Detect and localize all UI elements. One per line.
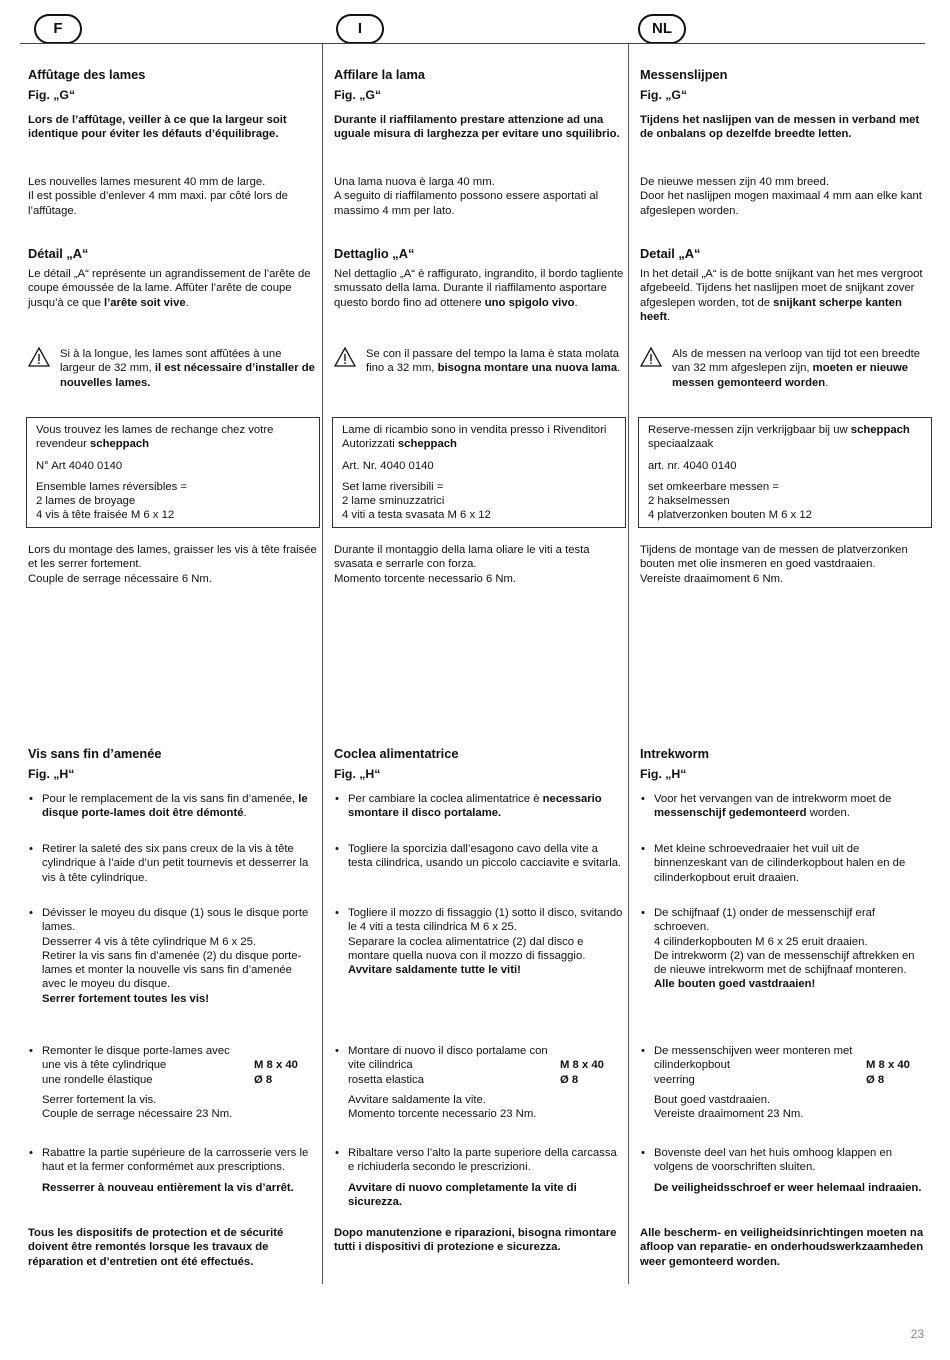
- list-item: • Voor het vervangen van de intrekworm moet de messenschijf gedemonteerd worden.: [640, 792, 930, 821]
- list-item: • Ribaltare verso l’alto la parte superiore della carcassa e richiuderla secondo le prescrizioni. Avvitare di nuovo completamente la vite di sicurezza.: [334, 1146, 624, 1209]
- column-italian: [334, 0, 624, 1360]
- figure-ref-h: Fig. „H“: [334, 767, 381, 781]
- section-title-h: Vis sans fin d’amenée: [28, 746, 162, 761]
- list-item: • Per cambiare la coclea alimentatrice è necessario smontare il disco portalame.: [334, 792, 624, 821]
- final-safety-note: Tous les dispositifs de protection et de sécurité doivent être remontés lorsque les travaux de réparation et d’entretien ont été effectués.: [28, 1227, 284, 1268]
- mounting-text: Durante il montaggio della lama oliare le viti a testa svasata e serrarle con forza. Momento torcente necessario 6 Nm.: [334, 544, 590, 585]
- intro-warning: Tijdens het naslijpen van de messen in verband met de onbalans op dezelfde breedte letten.: [640, 114, 920, 141]
- spare-parts-box: Lame di ricambio sono in vendita presso i Rivenditori Autorizzati scheppach Art. Nr. 4040 0140 Set lame riversibili = 2 lame sminuzzatrici 4 viti a testa svasata M 6 x 12: [332, 417, 626, 528]
- detail-text: In het detail „A“ is de botte snijkant van het mes vergroot afgebeeld. Tijdens het naslijpen moet de snijkant zover afgeslepen worden, tot de snijkant scherpe kanten heeft.: [640, 268, 923, 323]
- section-title: Messenslijpen: [640, 67, 728, 82]
- section-title: Affilare la lama: [334, 67, 426, 82]
- new-blades-text: Una lama nuova è larga 40 mm. A seguito di riaffilamento possono essere asportati al massimo 4 mm per lato.: [334, 176, 599, 217]
- language-badge-f: F: [34, 14, 82, 44]
- intro-warning: Lors de l’affûtage, veiller à ce que la largeur soit identique pour éviter les défauts d’équilibrage.: [28, 114, 287, 141]
- list-item: • Rabattre la partie supérieure de la carrosserie vers le haut et la fermer conformémet aux prescriptions. Resserrer à nouveau entièrement la vis d’arrêt.: [28, 1146, 318, 1195]
- list-item: • Pour le remplacement de la vis sans fin d’amenée, le disque porte-lames doit être démonté.: [28, 792, 318, 821]
- language-badge-i: I: [336, 14, 384, 44]
- language-badge-nl: NL: [638, 14, 686, 44]
- list-item: • Met kleine schroevedraaier het vuil uit de binnenzeskant van de cilinderkopbout halen en de cilinderkopbout eruit draaien.: [640, 842, 930, 885]
- list-item: • Retirer la saleté des six pans creux de la vis à tête cylindrique à l’aide d’un petit tournevis et desserrer la vis à tête cylindrique.: [28, 842, 318, 885]
- list-item: • Remonter le disque porte-lames avec une vis à tête cylindrique M 8 x 40 une rondelle élastique Ø 8 Serrer fortement la vis. Couple de serrage nécessaire 23 Nm.: [28, 1044, 318, 1121]
- list-item: • De messenschijven weer monteren met cilinderkopbout M 8 x 40 veerring Ø 8 Bout goed vastdraaien. Vereiste draaimoment 23 Nm.: [640, 1044, 930, 1121]
- article-number: N° Art 4040 0140: [36, 459, 123, 472]
- caution-note: Se con il passare del tempo la lama è stata molata fino a 32 mm, bisogna montare una nuova lama.: [334, 347, 624, 376]
- column-dutch: [640, 0, 930, 1360]
- list-item: • Togliere la sporcizia dall’esagono cavo della vite a testa cilindrica, usando un piccolo cacciavite e svitarla.: [334, 842, 624, 871]
- warning-triangle-icon: [28, 347, 50, 367]
- detail-title: Dettaglio „A“: [334, 246, 415, 261]
- detail-title: Detail „A“: [640, 246, 701, 261]
- final-safety-note: Dopo manutenzione e riparazioni, bisogna rimontare tutti i dispositivi di protezione e sicurezza.: [334, 1227, 617, 1254]
- warning-triangle-icon: [640, 347, 662, 367]
- spare-parts-box: Reserve-messen zijn verkrijgbaar bij uw scheppach speciaalzaak art. nr. 4040 0140 set omkeerbare messen = 2 hakselmessen 4 platverzonken bouten M 6 x 12: [638, 417, 932, 528]
- figure-ref-h: Fig. „H“: [28, 767, 75, 781]
- intro-warning: Durante il riaffilamento prestare attenzione ad una uguale misura di larghezza per evitare uno squilibrio.: [334, 114, 620, 141]
- new-blades-text: De nieuwe messen zijn 40 mm breed. Door het naslijpen mogen maximaal 4 mm aan elke kant afgeslepen worden.: [640, 176, 922, 217]
- section-title-h: Coclea alimentatrice: [334, 746, 459, 761]
- caution-note: Si à la longue, les lames sont affûtées à une largeur de 32 mm, il est nécessaire d’installer de nouvelles lames.: [28, 347, 318, 390]
- section-title: Affûtage des lames: [28, 67, 146, 82]
- list-item: • Bovenste deel van het huis omhoog klappen en volgens de voorschriften sluiten. De veiligheidsschroef er weer helemaal indraaien.: [640, 1146, 930, 1195]
- caution-note: Als de messen na verloop van tijd tot een breedte van 32 mm afgeslepen zijn, moeten er nieuwe messen gemonteerd worden.: [640, 347, 930, 390]
- final-safety-note: Alle bescherm- en veiligheidsinrichtingen moeten na afloop van reparatie- en onderhoudswerkzaamheden weer gemonteerd worden.: [640, 1227, 924, 1268]
- figure-ref-h: Fig. „H“: [640, 767, 687, 781]
- detail-text: Nel dettaglio „A“ è raffigurato, ingrandito, il bordo tagliente smussato della lama. Durante il riaffilamento asportare questo bordo fino ad ottenere uno spigolo vivo.: [334, 268, 624, 309]
- mounting-text: Tijdens de montage van de messen de platverzonken bouten met olie insmeren en goed vastdraaien. Vereiste draaimoment 6 Nm.: [640, 544, 908, 585]
- list-item: • Montare di nuovo il disco portalame con vite cilindrica M 8 x 40 rosetta elastica Ø 8 Avvitare saldamente la vite. Momento torcente necessario 23 Nm.: [334, 1044, 624, 1121]
- section-title-h: Intrekworm: [640, 746, 709, 761]
- detail-text: Le détail „A“ représente un agrandissement de l’arête de coupe émoussée de la lame. Affûter l’arête de coupe jusqu’à ce que l’arête soit vive.: [28, 268, 311, 309]
- mounting-text: Lors du montage des lames, graisser les vis à tête fraisée et les serrer fortement. Couple de serrage nécessaire 6 Nm.: [28, 544, 317, 585]
- column-divider-1: [322, 44, 323, 1284]
- new-blades-text: Les nouvelles lames mesurent 40 mm de large. Il est possible d’enlever 4 mm maxi. par côté lors de l’affûtage.: [28, 176, 288, 217]
- figure-ref-g: Fig. „G“: [334, 88, 382, 102]
- warning-triangle-icon: [334, 347, 356, 367]
- list-item: • Dévisser le moyeu du disque (1) sous le disque porte lames. Desserrer 4 vis à tête cylindrique M 6 x 25. Retirer la vis sans fin d’amenée (2) du disque porte-lames et monter la nouvelle vis sans fin d’amenée avec le moyeu du disque. Serrer fortement toutes les vis!: [28, 906, 318, 1006]
- figure-ref-g: Fig. „G“: [640, 88, 688, 102]
- figure-ref-g: Fig. „G“: [28, 88, 76, 102]
- column-divider-2: [628, 44, 629, 1284]
- list-item: • Togliere il mozzo di fissaggio (1) sotto il disco, svitando le 4 viti a testa cilindrica M 6 x 25. Separare la coclea alimentatrice (2) dal disco e montare quella nuova con il mozzo di fissaggio. Avvitare saldamente tutte le viti!: [334, 906, 624, 977]
- article-number: art. nr. 4040 0140: [648, 459, 737, 472]
- detail-title: Détail „A“: [28, 246, 89, 261]
- list-item: • De schijfnaaf (1) onder de messenschijf eraf schroeven. 4 cilinderkopbouten M 6 x 25 eruit draaien. De intrekworm (2) van de messenschijf aftrekken en de nieuwe intrekworm met de schijfnaaf monteren. Alle bouten goed vastdraaien!: [640, 906, 930, 992]
- article-number: Art. Nr. 4040 0140: [342, 459, 434, 472]
- spare-parts-box: Vous trouvez les lames de rechange chez votre revendeur scheppach N° Art 4040 0140 Ensemble lames réversibles = 2 lames de broyage 4 vis à tête fraisée M 6 x 12: [26, 417, 320, 528]
- column-french: [28, 0, 318, 1360]
- page-number: 23: [910, 1326, 924, 1341]
